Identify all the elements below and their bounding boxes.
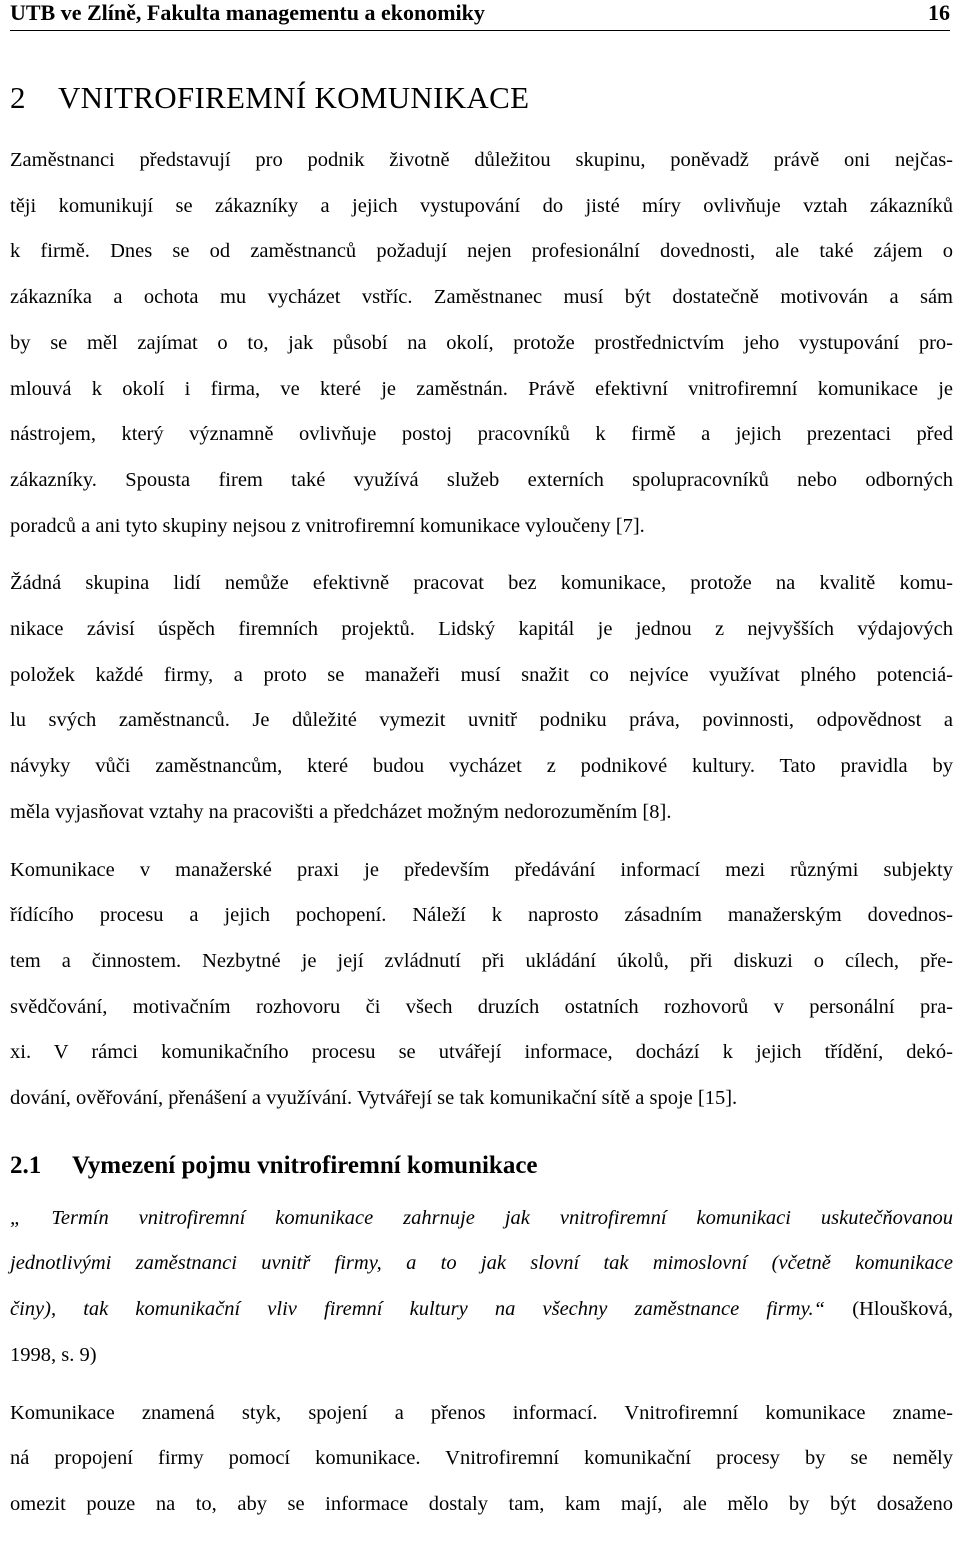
quote-line: jednotlivými zaměstnanci uvnitř firmy, a to jak slovní tak mimoslovní (včetně komunikace <box>10 1252 953 1275</box>
citation-author: (Hloušková, <box>825 1298 953 1321</box>
text-line: položek každé firmy, a proto se manažeři musí snažit co nejvíce využívat plného potenciá- <box>10 663 953 686</box>
chapter-heading <box>10 78 953 118</box>
paragraph-4 <box>10 1391 953 1528</box>
text-line: zákazníka a ochota mu vycházet vstříc. Zaměstnanec musí být dostatečně motivován a sám <box>10 286 953 309</box>
text-line: měla vyjasňovat vztahy na pracovišti a předcházet možným nedorozuměním [8]. <box>10 800 672 823</box>
text-line: Komunikace v manažerské praxi je především předávání informací mezi různými subjekty <box>10 858 953 881</box>
text-line: svědčování, motivačním rozhovoru či všech druzích ostatních rozhovorů v personální pra- <box>10 995 953 1018</box>
text-line: dování, ověřování, přenášení a využívání. Vytvářejí se tak komunikační sítě a spoje [15]. <box>10 1087 738 1110</box>
page-number: 16 <box>928 0 950 25</box>
text-line: zákazníky. Spousta firem také využívá služeb externích spolupracovníků nebo odborných <box>10 468 953 491</box>
paragraph-2 <box>10 561 953 835</box>
text-line: Zaměstnanci představují pro podnik životně důležitou skupinu, poněvadž právě oni nejčas- <box>10 149 953 171</box>
text-line: omezit pouze na to, aby se informace dostaly tam, kam mají, ale mělo by být dosaženo <box>10 1492 953 1515</box>
running-header <box>10 0 950 31</box>
quote-line-with-citation <box>10 1287 953 1333</box>
text-line: mlouvá k okolí i firma, ve které je zaměstnán. Právě efektivní vnitrofiremní komunikace je <box>10 377 953 400</box>
chapter-title: VNITROFIREMNÍ KOMUNIKACE <box>58 80 530 115</box>
text-line: nikace závisí úspěch firemních projektů. Lidský kapitál je jednou z nejvyšších výdajových <box>10 618 953 641</box>
text-line: xi. V rámci komunikačního procesu se utvářejí informace, dochází k jejich třídění, dekó- <box>10 1041 953 1064</box>
text-line: ná propojení firmy pomocí komunikace. Vnitrofiremní komunikační procesy by se neměly <box>10 1447 953 1470</box>
text-line: Komunikace znamená styk, spojení a přenos informací. Vnitrofiremní komunikace zname- <box>10 1401 953 1424</box>
paragraph-1 <box>10 138 953 549</box>
section-number: 2.1 <box>10 1151 42 1179</box>
chapter-number: 2 <box>10 80 26 115</box>
text-line: poradců a ani tyto skupiny nejsou z vnitrofiremní komunikace vyloučeny [7]. <box>10 514 645 537</box>
section-title: Vymezení pojmu vnitrofiremní komunikace <box>72 1151 538 1179</box>
text-line: těji komunikují se zákazníky a jejich vystupování do jisté míry ovlivňuje vztah zákazníků <box>10 194 953 217</box>
quote-line: činy), tak komunikační vliv firemní kultury na všechny zaměstnance firmy.“ <box>10 1298 826 1321</box>
text-line: Žádná skupina lidí nemůže efektivně pracovat bez komunikace, protože na kvalitě komu- <box>10 572 953 595</box>
header-title: UTB ve Zlíně, Fakulta managementu a ekonomiky <box>10 0 485 25</box>
text-line: návyky vůči zaměstnancům, které budou vycházet z podnikové kultury. Tato pravidla by <box>10 755 953 778</box>
paragraph-3 <box>10 848 953 1122</box>
text-line: by se měl zajímat o to, jak působí na okolí, protože prostřednictvím jeho vystupování pro- <box>10 331 953 354</box>
text-line: řídícího procesu a jejich pochopení. Náleží k naprosto zásadním manažerským dovednos- <box>10 904 953 927</box>
quote-paragraph <box>10 1196 953 1379</box>
text-line: k firmě. Dnes se od zaměstnanců požadují nejen profesionální dovednosti, ale také zájem o <box>10 240 953 263</box>
section-heading <box>10 1146 953 1186</box>
page-content <box>10 78 953 1540</box>
text-line: lu svých zaměstnanců. Je důležité vymezit uvnitř podniku práva, povinnosti, odpovědnost a <box>10 709 953 732</box>
text-line: nástrojem, který významně ovlivňuje postoj pracovníků k firmě a jejich prezentaci před <box>10 423 953 446</box>
quote-line: „ Termín vnitrofiremní komunikace zahrnuje jak vnitrofiremní komunikaci uskutečňovanou <box>10 1206 953 1229</box>
text-line: tem a činnostem. Nezbytné je její zvládnutí při ukládání úkolů, při diskuzi o cílech, pře- <box>10 949 953 972</box>
citation-source: 1998, s. 9) <box>10 1343 97 1366</box>
